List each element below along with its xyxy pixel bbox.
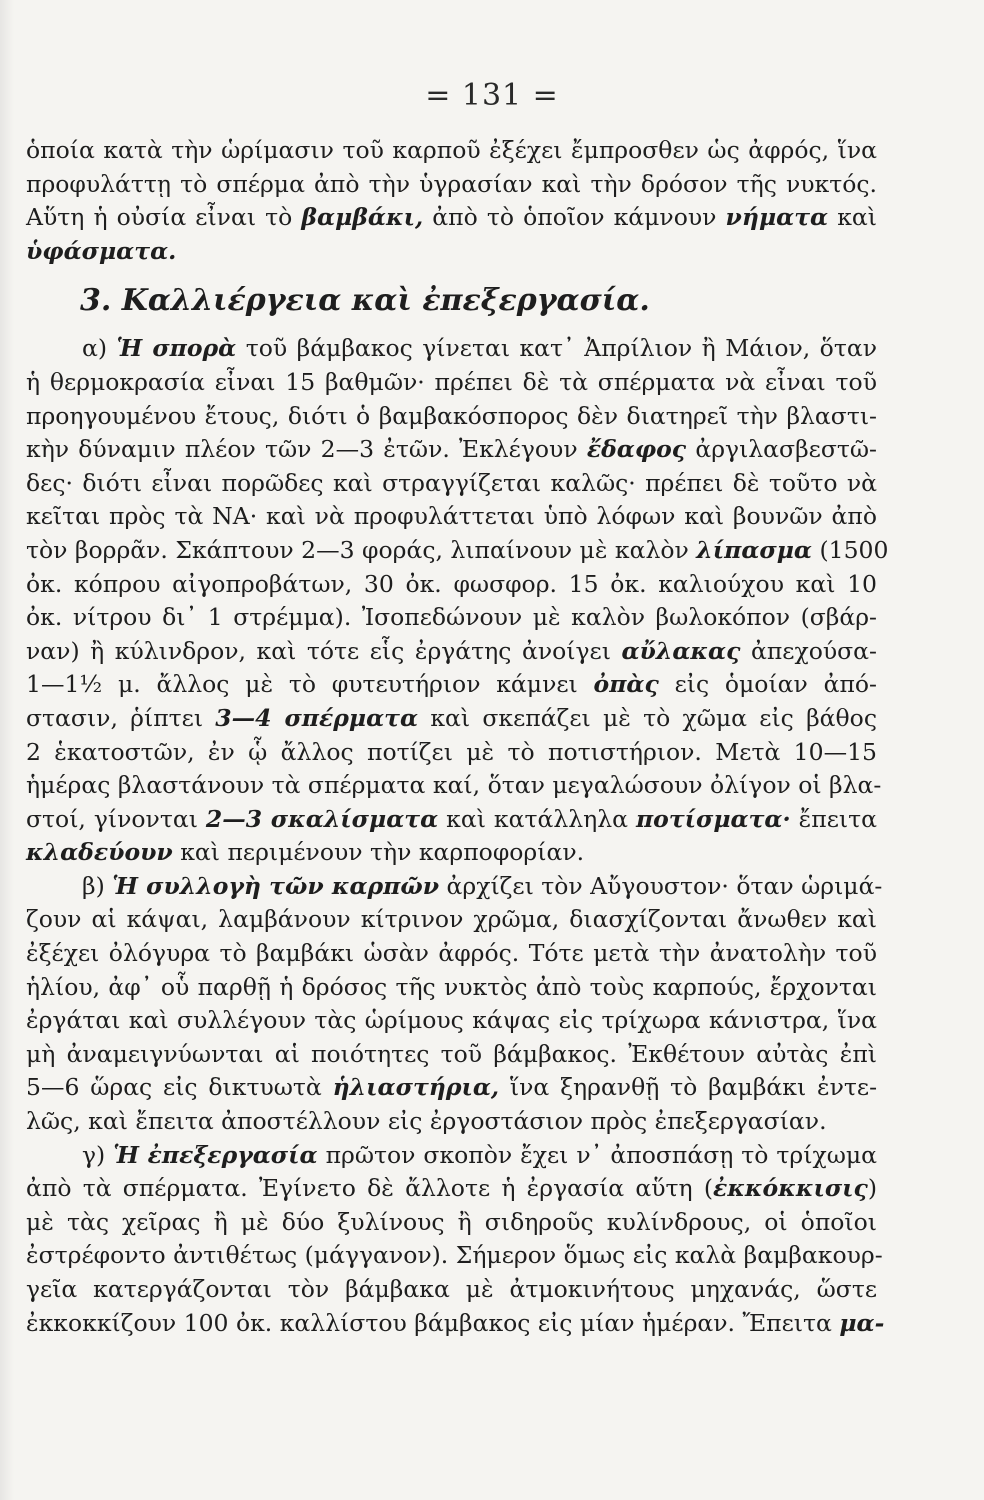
text-line [26, 467, 877, 501]
line-text: κὴν δύναμιν πλέον τῶν 2—3 ἐτῶν. Ἐκλέγουν [26, 435, 587, 464]
emphasized-term: ὀπὰς [593, 670, 659, 699]
emphasized-term: ἡλιαστήρια, [332, 1073, 500, 1102]
text-line [26, 937, 877, 971]
emphasized-term: ἔδαφος [586, 435, 687, 464]
line-text: ζουν αἱ κάψαι, λαμβάνουν κίτρινον χρῶμα, διασχίζονται ἄνωθεν καὶ [26, 905, 877, 934]
line-text: Αὕτη ἡ οὐσία εἶναι τὸ [26, 203, 302, 232]
emphasized-term: ὑφάσματα. [26, 236, 177, 265]
line-text: ) [867, 1174, 877, 1203]
emphasized-term: Ἡ συλλογὴ τῶν καρπῶν [112, 871, 440, 900]
text-line [26, 1038, 877, 1072]
line-text: ἔπειτα [790, 804, 877, 833]
line-text: γ) [82, 1140, 114, 1169]
text-line [26, 736, 877, 770]
section-heading: 3. Καλλιέργεια καὶ ἐπεξεργασία. [80, 283, 650, 319]
text-line [26, 1307, 885, 1341]
line-text: ἐξέχει ὀλόγυρα τὸ βαμβάκι ὡσὰν ἀφρός. Τότε μετὰ τὴν ἀνατολὴν τοῦ [26, 939, 877, 968]
text-line [26, 971, 877, 1005]
emphasized-term: κλαδεύουν [26, 838, 173, 867]
text-line [26, 235, 877, 269]
text-line [26, 433, 877, 467]
text-line [26, 1239, 883, 1273]
emphasized-term: Ἡ σπορὰ [116, 334, 237, 363]
emphasized-term: λίπασμα [696, 535, 813, 564]
line-text: μὴ ἀναμειγνύωνται αἱ ποιότητες τοῦ βάμβακος. Ἐκθέτουν αὐτὰς ἐπὶ [26, 1039, 877, 1068]
line-text: ναν) ἢ κύλινδρον, καὶ τότε εἷς ἐργάτης ἀνοίγει [26, 636, 622, 665]
line-text: στασιν, ῥίπτει [26, 703, 216, 732]
line-text: καὶ κατάλληλα [438, 804, 636, 833]
text-line [26, 534, 889, 568]
text-line [26, 400, 877, 434]
text-line [26, 836, 877, 870]
line-text: ὀκ. νίτρου δι᾽ 1 στρέμμα). Ἰσοπεδώνουν μὲ καλὸν βωλοκόπον (σβάρ- [26, 603, 877, 632]
line-text: ἀπὸ τὰ σπέρματα. Ἐγίνετο δὲ ἄλλοτε ἡ ἐργασία αὕτη ( [26, 1174, 714, 1203]
page-number: = 131 = [425, 78, 559, 113]
text-line [26, 1273, 877, 1307]
body-text [26, 134, 889, 1340]
line-text: 1—1½ μ. ἄλλος μὲ τὸ φυτευτήριον κάμνει [26, 670, 594, 699]
emphasized-term: 3—4 σπέρματα [215, 703, 419, 732]
line-text: στοί, γίνονται [26, 804, 206, 833]
emphasized-term: βαμβάκι, [301, 203, 424, 232]
text-line [26, 366, 877, 400]
line-text: ἡμέρας βλαστάνουν τὰ σπέρματα καί, ὅταν μεγαλώσουν ὀλίγον οἱ βλα- [26, 771, 882, 800]
line-text: προηγουμένου ἔτους, διότι ὁ βαμβακόσπορος δὲν διατηρεῖ τὴν βλαστι- [26, 401, 877, 430]
text-line [26, 1004, 877, 1038]
text-line [26, 500, 877, 534]
line-text: ἡ θερμοκρασία εἶναι 15 βαθμῶν· πρέπει δὲ τὰ σπέρματα νὰ εἶναι τοῦ [26, 367, 877, 396]
text-line [26, 168, 877, 202]
emphasized-term: ἐκκόκκισις [713, 1174, 868, 1203]
emphasized-term: αὔλακας [621, 636, 741, 665]
line-text: ἐστρέφοντο ἀντιθέτως (μάγγανον). Σήμερον ὅμως εἰς καλὰ βαμβακουρ- [26, 1241, 883, 1270]
text-line [26, 134, 877, 168]
emphasized-term: Ἡ ἐπεξεργασία [113, 1140, 318, 1169]
text-line [26, 1172, 877, 1206]
scan-shadow [0, 0, 14, 1500]
text-line [26, 332, 877, 366]
line-text: ἀπεχούσα- [740, 636, 877, 665]
text-line [26, 870, 883, 904]
text-line [26, 568, 877, 602]
line-text: 2 ἑκατοστῶν, ἐν ᾧ ἄλλος ποτίζει μὲ τὸ ποτιστήριον. Μετὰ 10—15 [26, 737, 877, 766]
text-line [26, 668, 877, 702]
line-text: μὲ τὰς χεῖρας ἢ μὲ δύο ξυλίνους ἢ σιδηροῦς κυλίνδρους, οἱ ὁποῖοι [26, 1207, 877, 1236]
line-text: β) [82, 871, 113, 900]
line-text: κεῖται πρὸς τὰ ΝΑ· καὶ νὰ προφυλάττεται ὑπὸ λόφων καὶ βουνῶν ἀπὸ [26, 502, 877, 531]
line-text: λῶς, καὶ ἔπειτα ἀποστέλλουν εἰς ἐργοστάσιον πρὸς ἐπεξεργασίαν. [26, 1107, 827, 1136]
emphasized-term: 2—3 σκαλίσματα [205, 804, 439, 833]
line-text: α) [82, 334, 117, 363]
line-text: καὶ σκεπάζει μὲ τὸ χῶμα εἰς βάθος [418, 703, 877, 732]
emphasized-term: νήματα [725, 203, 829, 232]
text-line [26, 601, 877, 635]
line-text: ὁποία κατὰ τὴν ὡρίμασιν τοῦ καρποῦ ἐξέχει ἔμπροσθεν ὡς ἀφρός, ἵνα [26, 136, 877, 164]
emphasized-term: μα- [839, 1308, 885, 1337]
text-line [26, 1206, 877, 1240]
line-text: 5—6 ὥρας εἰς δικτυωτὰ [26, 1073, 333, 1102]
text-line [26, 1139, 877, 1173]
text-line [26, 1105, 877, 1139]
text-line [26, 635, 877, 669]
line-text: προφυλάττῃ τὸ σπέρμα ἀπὸ τὴν ὑγρασίαν καὶ τὴν δρόσον τῆς νυκτός. [26, 169, 877, 198]
line-text: ἐργάται καὶ συλλέγουν τὰς ὡρίμους κάψας εἰς τρίχωρα κάνιστρα, ἵνα [26, 1006, 877, 1035]
line-text: γεῖα κατεργάζονται τὸν βάμβακα μὲ ἀτμοκινήτους μηχανάς, ὥστε [26, 1275, 877, 1303]
line-text: (1500 [812, 535, 889, 564]
line-text: τοῦ βάμβακος γίνεται κατ᾽ Ἀπρίλιον ἢ Μάιον, ὅταν [236, 334, 877, 363]
line-text: ἀργιλασβεστῶ- [686, 435, 877, 464]
line-text: δες· διότι εἶναι πορῶδες καὶ στραγγίζεται καλῶς· πρέπει δὲ τοῦτο νὰ [26, 468, 877, 497]
text-line [26, 903, 877, 937]
line-text: πρῶτον σκοπὸν ἔχει ν᾽ ἀποσπάσῃ τὸ τρίχωμα [317, 1140, 877, 1169]
text-line [26, 1071, 877, 1105]
text-line [26, 201, 877, 235]
line-text: καὶ περιμένουν τὴν καρποφορίαν. [172, 838, 585, 867]
line-text: ἵνα ξηρανθῇ τὸ βαμβάκι ἐντε- [499, 1073, 878, 1102]
line-text: εἰς ὁμοίαν ἀπό- [658, 670, 877, 699]
line-text: ἀπὸ τὸ ὁποῖον κάμνουν [423, 203, 726, 232]
text-line [26, 803, 877, 837]
text-line [26, 702, 877, 736]
line-text: τὸν βορρᾶν. Σκάπτουν 2—3 φοράς, λιπαίνουν μὲ καλὸν [26, 535, 697, 564]
line-text: ἡλίου, ἀφ᾽ οὗ παρθῇ ἡ δρόσος τῆς νυκτὸς ἀπὸ τοὺς καρπούς, ἔρχονται [26, 972, 877, 1001]
emphasized-term: ποτίσματα· [635, 804, 791, 833]
line-text: ἐκκοκκίζουν 100 ὀκ. καλλίστου βάμβακος εἰς μίαν ἡμέραν. Ἔπειτα [26, 1308, 840, 1337]
line-text: ὀκ. κόπρου αἰγοπροβάτων, 30 ὀκ. φωσφορ. 15 ὀκ. καλιούχου καὶ 10 [26, 569, 877, 598]
line-text: καὶ [828, 203, 878, 232]
text-line [26, 769, 882, 803]
line-text: ἀρχίζει τὸν Αὔγουστον· ὅταν ὡριμά- [439, 871, 883, 900]
